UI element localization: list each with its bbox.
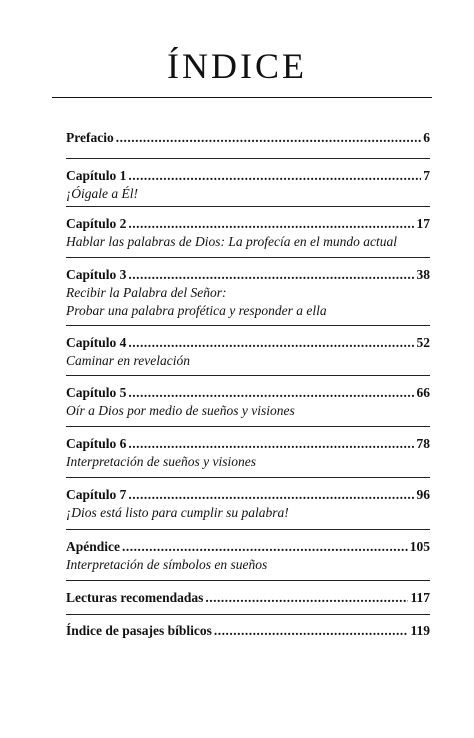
toc-entry-subtitle: Probar una palabra profética y responder a ella: [66, 303, 327, 318]
dot-leader: [128, 215, 414, 233]
toc-entry-subtitle: Interpretación de sueños y visiones: [66, 454, 256, 469]
toc-entry-label: Capítulo 4: [66, 335, 127, 350]
entry-divider: [66, 257, 430, 258]
toc-entry-line: [66, 435, 430, 453]
toc-entry-label: Capítulo 1: [66, 168, 127, 183]
toc-entry-page: 66: [416, 385, 430, 400]
toc-entry-page: 17: [416, 216, 430, 231]
toc-entry-subtitle: Caminar en revelación: [66, 353, 190, 368]
toc-entry-page: 38: [416, 267, 430, 282]
toc-entry-page: 6: [423, 130, 430, 145]
toc-entry-subtitle: Oír a Dios por medio de sueños y visiones: [66, 403, 295, 418]
toc-entry-page: 105: [409, 539, 430, 554]
toc-entry-page: 78: [416, 436, 430, 451]
toc-entry-capitulo-1[interactable]: [66, 167, 430, 203]
page-title: ÍNDICE: [167, 46, 307, 86]
toc-entry-capitulo-5[interactable]: [66, 384, 430, 420]
toc-entry-line: [66, 538, 430, 556]
toc-entry-capitulo-6[interactable]: [66, 435, 430, 471]
toc-entry-line: [66, 486, 430, 504]
toc-entry-label: Capítulo 3: [66, 267, 127, 282]
entry-divider: [66, 158, 430, 159]
dot-leader: [214, 622, 409, 640]
toc-entry-capitulo-2[interactable]: [66, 215, 430, 251]
dot-leader: [128, 167, 421, 185]
toc-entry-label: Capítulo 7: [66, 487, 127, 502]
toc-entry-line: [66, 622, 430, 640]
toc-entry-line: [66, 334, 430, 352]
toc-entry-subtitle: ¡Óigale a Él!: [66, 186, 138, 201]
toc-entry-subtitle: Interpretación de símbolos en sueños: [66, 557, 268, 572]
dot-leader: [128, 486, 414, 504]
toc-entry-line: [66, 167, 430, 185]
toc-entry-page: 119: [410, 623, 430, 638]
entry-divider: [66, 477, 430, 478]
toc-entry-prefacio[interactable]: [66, 129, 430, 147]
toc-entry-capitulo-7[interactable]: [66, 486, 430, 522]
toc-entry-indice-pasajes-biblicos[interactable]: [66, 622, 430, 640]
toc-entry-lecturas-recomendadas[interactable]: [66, 589, 430, 607]
entry-divider: [66, 529, 430, 530]
entry-divider: [66, 325, 430, 326]
entry-divider: [66, 206, 430, 207]
toc-entry-label: Índice de pasajes bíblicos: [66, 623, 212, 638]
toc-entry-line: [66, 266, 430, 284]
toc-entry-label: Capítulo 5: [66, 385, 127, 400]
entry-divider: [66, 580, 430, 581]
dot-leader: [205, 589, 408, 607]
toc-entry-page: 7: [423, 168, 430, 183]
toc-entry-page: 96: [416, 487, 430, 502]
toc-entry-line: [66, 215, 430, 233]
toc-entry-subtitle: Hablar las palabras de Dios: La profecía en el mundo actual: [66, 234, 397, 249]
entry-divider: [66, 614, 430, 615]
dot-leader: [128, 334, 414, 352]
dot-leader: [116, 129, 422, 147]
toc-entry-label: Lecturas recomendadas: [66, 590, 204, 605]
dot-leader: [128, 266, 414, 284]
toc-entry-page: 52: [416, 335, 430, 350]
toc-entry-label: Prefacio: [66, 130, 114, 145]
toc-entry-apendice[interactable]: [66, 538, 430, 574]
toc-entry-label: Apéndice: [66, 539, 120, 554]
toc-entry-subtitle: Recibir la Palabra del Señor:: [66, 285, 227, 300]
entry-divider: [66, 375, 430, 376]
toc-entry-line: [66, 129, 430, 147]
toc-entry-line: [66, 384, 430, 402]
toc-entry-page: 117: [410, 590, 430, 605]
toc-entry-label: Capítulo 6: [66, 436, 127, 451]
toc-entry-subtitle: ¡Dios está listo para cumplir su palabra!: [66, 505, 289, 520]
toc-entry-capitulo-3[interactable]: [66, 266, 430, 320]
toc-entry-label: Capítulo 2: [66, 216, 127, 231]
dot-leader: [122, 538, 408, 556]
toc-entry-line: [66, 589, 430, 607]
dot-leader: [128, 384, 414, 402]
title-rule: [52, 97, 432, 98]
dot-leader: [128, 435, 414, 453]
toc-entry-capitulo-4[interactable]: [66, 334, 430, 370]
entry-divider: [66, 426, 430, 427]
